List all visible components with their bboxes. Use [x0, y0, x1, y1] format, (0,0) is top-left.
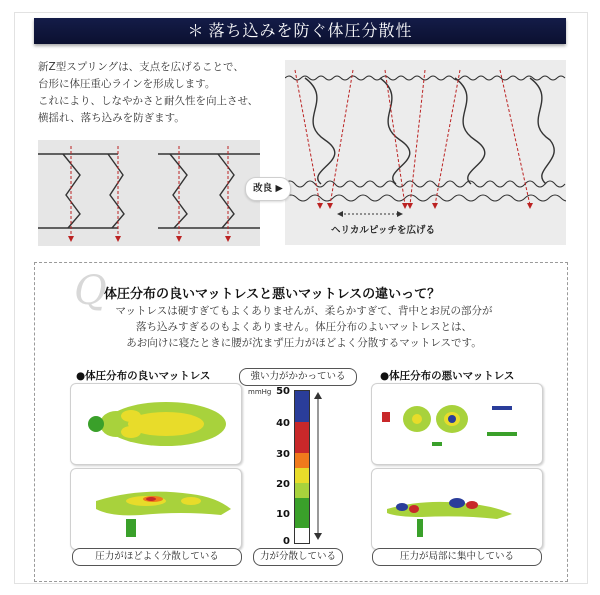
scale-tick: 30	[276, 449, 290, 460]
bad-pressure-map-top	[371, 383, 543, 465]
z-spring-diagram	[38, 140, 260, 246]
section-title: 落ち込みを防ぐ体圧分散性	[208, 21, 413, 40]
good-pressure-map-top	[70, 383, 242, 465]
scale-arrow-drawing	[314, 392, 322, 540]
intro-line: 新Z型スプリングは、支点を広げることで、	[38, 61, 244, 73]
scale-unit: mmHg	[248, 388, 272, 396]
answer-line: 落ち込みすぎるのもよくありません。体圧分布のよいマットレスとは、	[136, 321, 472, 333]
good-pressure-map-top-drawing	[71, 384, 241, 464]
scale-tick: 50	[276, 386, 290, 397]
good-caption-pill: 圧力がほどよく分散している	[72, 548, 242, 566]
section-title-bar	[34, 18, 566, 44]
color-scale-drawing	[295, 391, 309, 543]
scale-tick: 10	[276, 509, 290, 520]
good-mattress-heading: ●体圧分布の良いマットレス	[76, 370, 211, 382]
intro-line: これにより、しなやかさと耐久性を向上させ、	[38, 95, 259, 107]
helical-spring-diagram	[285, 60, 566, 245]
bad-pressure-map-side	[371, 468, 543, 550]
scale-range-arrow	[314, 392, 322, 540]
question-answer	[74, 303, 534, 351]
helical-spring-illustration	[285, 60, 566, 245]
intro-line: 横揺れ、落ち込みを防ぎます。	[38, 112, 185, 124]
intro-line: 台形に体圧重心ラインを形成します。	[38, 78, 216, 90]
play-arrow-icon: ▶	[275, 183, 283, 194]
bad-caption-pill: 圧力が局部に集中している	[372, 548, 542, 566]
z-spring-illustration	[38, 140, 260, 246]
bad-pressure-map-side-drawing	[372, 469, 542, 549]
answer-line: あお向けに寝たときに腰が沈まず圧力がほどよく分散するマットレスです。	[126, 337, 482, 349]
scale-tick: 40	[276, 418, 290, 429]
answer-line: マットレスは硬すぎてもよくありませんが、柔らかすぎて、背中とお尻の部分が	[115, 305, 493, 317]
q-mark: Q	[74, 268, 107, 314]
color-scale-bar	[294, 390, 310, 544]
improve-label: 改良	[253, 183, 273, 194]
bad-pressure-map-top-drawing	[372, 384, 542, 464]
bad-mattress-heading: ●体圧分布の悪いマットレス	[380, 370, 515, 382]
question-title: 体圧分布の良いマットレスと悪いマットレスの違いって？	[104, 287, 441, 302]
scale-top-pill: 強い力がかかっている	[239, 368, 357, 386]
good-pressure-map-side	[70, 468, 242, 550]
improve-badge	[245, 177, 291, 201]
scale-bottom-pill: 力が分散している	[253, 548, 343, 566]
scale-tick: 20	[276, 479, 290, 490]
title-star: ＊	[187, 21, 205, 40]
scale-tick: 0	[283, 536, 290, 547]
intro-text	[38, 59, 278, 127]
helical-pitch-label: ヘリカルピッチを広げる	[330, 225, 436, 236]
good-pressure-map-side-drawing	[71, 469, 241, 549]
